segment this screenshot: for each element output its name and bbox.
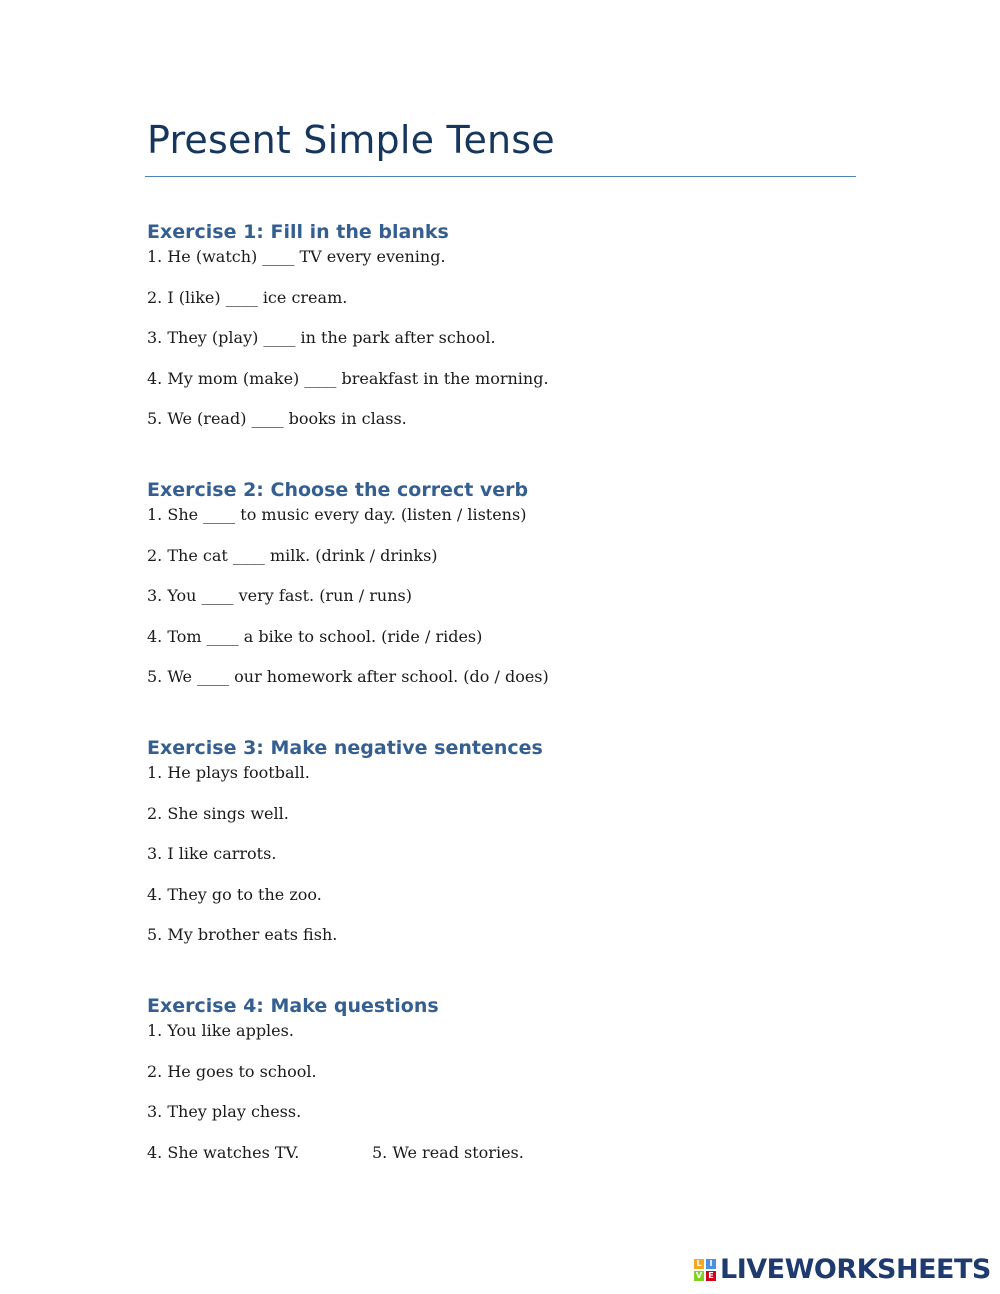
logo-mark-icon: [694, 1259, 716, 1281]
page-title: Present Simple Tense: [147, 118, 555, 162]
exercise-item: 2. I (like) ____ ice cream.: [147, 287, 348, 307]
exercise-2: [147, 476, 549, 707]
logo-letter: L: [694, 1259, 704, 1269]
exercise-heading: Exercise 4: Make questions: [147, 995, 439, 1017]
exercise-item: 4. My mom (make) ____ breakfast in the morning.: [147, 368, 549, 388]
exercise-item: 3. I like carrots.: [147, 844, 277, 864]
exercise-item: 3. They play chess.: [147, 1102, 302, 1122]
exercise-3: [147, 734, 543, 965]
exercise-heading: Exercise 3: Make negative sentences: [147, 737, 543, 759]
exercise-item: 1. She ____ to music every day. (listen / listens): [147, 505, 527, 524]
exercise-item: 5. We read stories.: [372, 1142, 524, 1162]
logo-text: LIVEWORKSHEETS: [720, 1254, 991, 1285]
exercise-item: 5. My brother eats fish.: [147, 925, 338, 945]
logo-letter: V: [695, 1271, 703, 1280]
exercise-1: [147, 218, 549, 449]
exercise-item: 3. You ____ very fast. (run / runs): [147, 586, 412, 606]
exercise-item: 3. They (play) ____ in the park after school.: [147, 328, 496, 348]
exercise-item: 5. We (read) ____ books in class.: [147, 409, 407, 429]
exercise-item: 4. Tom ____ a bike to school. (ride / rides): [147, 626, 483, 646]
exercise-4: [147, 992, 524, 1182]
exercise-item: 4. They go to the zoo.: [147, 884, 322, 904]
title-divider: [145, 176, 856, 177]
exercise-item: 5. We ____ our homework after school. (do / does): [147, 667, 549, 687]
logo-letter: E: [706, 1271, 716, 1281]
exercise-item: 1. You like apples.: [147, 1021, 294, 1040]
exercise-item: 4. She watches TV.: [147, 1142, 300, 1162]
logo-letter: I: [706, 1259, 716, 1269]
exercise-item: 2. She sings well.: [147, 803, 289, 823]
exercise-item: 1. He plays football.: [147, 763, 310, 782]
exercise-item: 2. He goes to school.: [147, 1061, 317, 1081]
exercise-heading: Exercise 2: Choose the correct verb: [147, 479, 529, 501]
exercise-item: 1. He (watch) ____ TV every evening.: [147, 247, 446, 266]
exercise-heading: Exercise 1: Fill in the blanks: [147, 221, 449, 243]
liveworksheets-logo: [694, 1255, 991, 1285]
exercise-item-row: [147, 1142, 524, 1183]
exercise-item: 2. The cat ____ milk. (drink / drinks): [147, 545, 438, 565]
